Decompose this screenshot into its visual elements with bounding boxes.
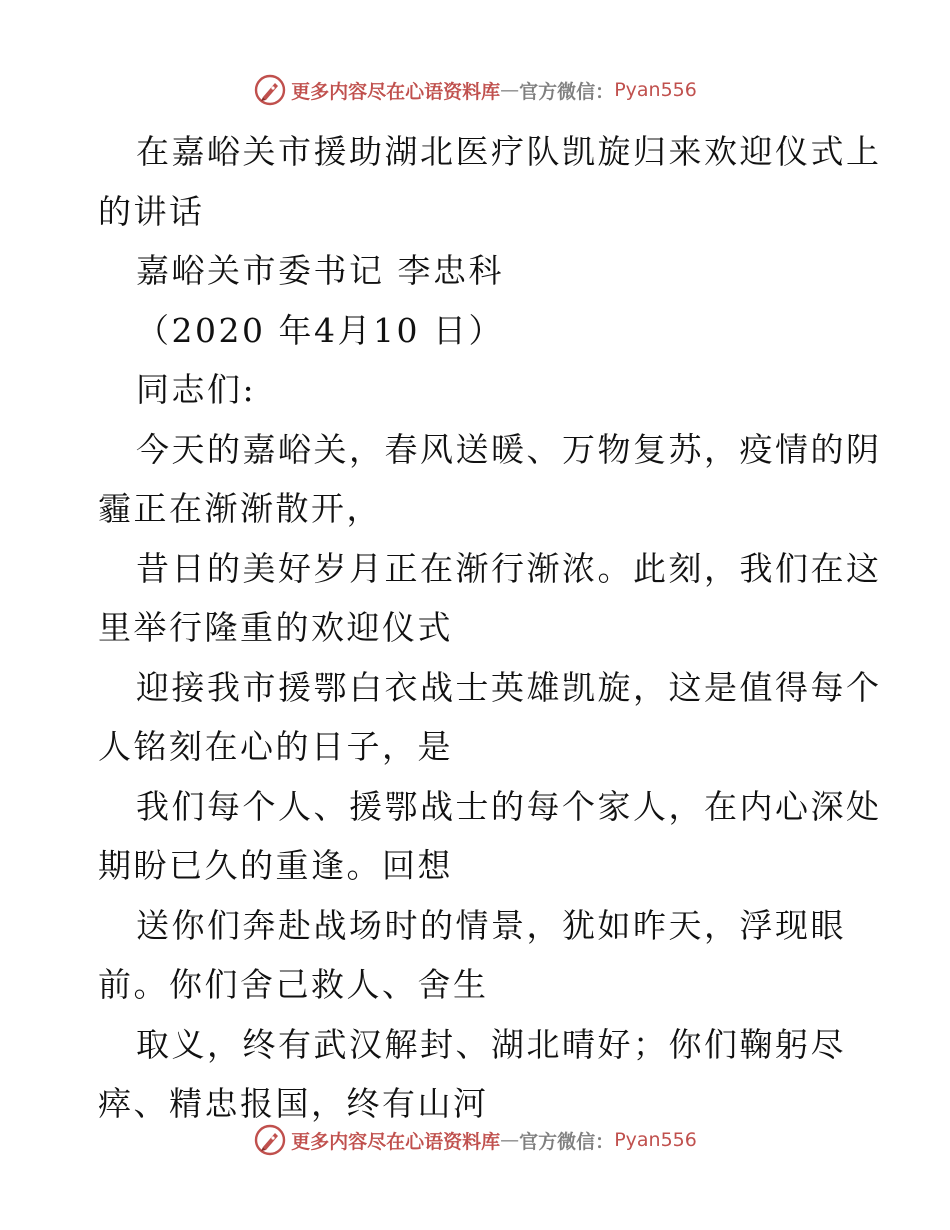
document-line: 霾正在渐渐散开， xyxy=(98,489,382,528)
banner-dash: — xyxy=(500,79,520,101)
document-line: 在嘉峪关市援助湖北医疗队凯旋归来欢迎仪式上 xyxy=(136,132,882,171)
document-line: 期盼已久的重逢。回想 xyxy=(98,846,453,885)
document-line: 今天的嘉峪关，春风送暖、万物复苏，疫情的阴 xyxy=(136,429,882,469)
document-body xyxy=(98,122,882,1134)
banner-wechat-id: Pyan556 xyxy=(614,1129,697,1151)
pen-nib-logo-icon xyxy=(253,73,287,107)
document-line: 取义，终有武汉解封、湖北晴好；你们鞠躬尽 xyxy=(136,1024,846,1064)
document-line: 迎接我市援鄂白衣战士英雄凯旋，这是值得每个 xyxy=(136,667,882,707)
banner-dash: — xyxy=(500,1129,520,1151)
document-line: 送你们奔赴战场时的情景，犹如昨天，浮现眼 xyxy=(136,905,846,945)
document-line: 同志们: xyxy=(136,370,257,409)
document-line: 前。你们舍己救人、舍生 xyxy=(98,965,489,1004)
document-line: （2020 年4月10 日） xyxy=(136,310,504,350)
document-line: 我们每个人、援鄂战士的每个家人，在内心深处 xyxy=(136,786,882,826)
banner-title: 更多内容尽在心语资料库 xyxy=(291,1130,501,1153)
banner-title: 更多内容尽在心语资料库 xyxy=(291,80,501,103)
document-line: 瘁、精忠报国，终有山河 xyxy=(98,1084,489,1123)
banner-official-label: 官方微信： xyxy=(519,1130,615,1153)
header-banner xyxy=(0,70,950,110)
document-line: 昔日的美好岁月正在渐行渐浓。此刻，我们在这 xyxy=(136,548,882,588)
document-line: 人铭刻在心的日子，是 xyxy=(98,727,453,766)
document-line: 的讲话 xyxy=(98,191,205,231)
pen-nib-logo-icon xyxy=(253,1123,287,1157)
banner-official-label: 官方微信： xyxy=(519,80,615,103)
document-line: 里举行隆重的欢迎仪式 xyxy=(98,608,453,647)
document-line: 嘉峪关市委书记 李忠科 xyxy=(136,251,504,290)
footer-banner xyxy=(0,1120,950,1160)
banner-wechat-id: Pyan556 xyxy=(614,79,697,101)
